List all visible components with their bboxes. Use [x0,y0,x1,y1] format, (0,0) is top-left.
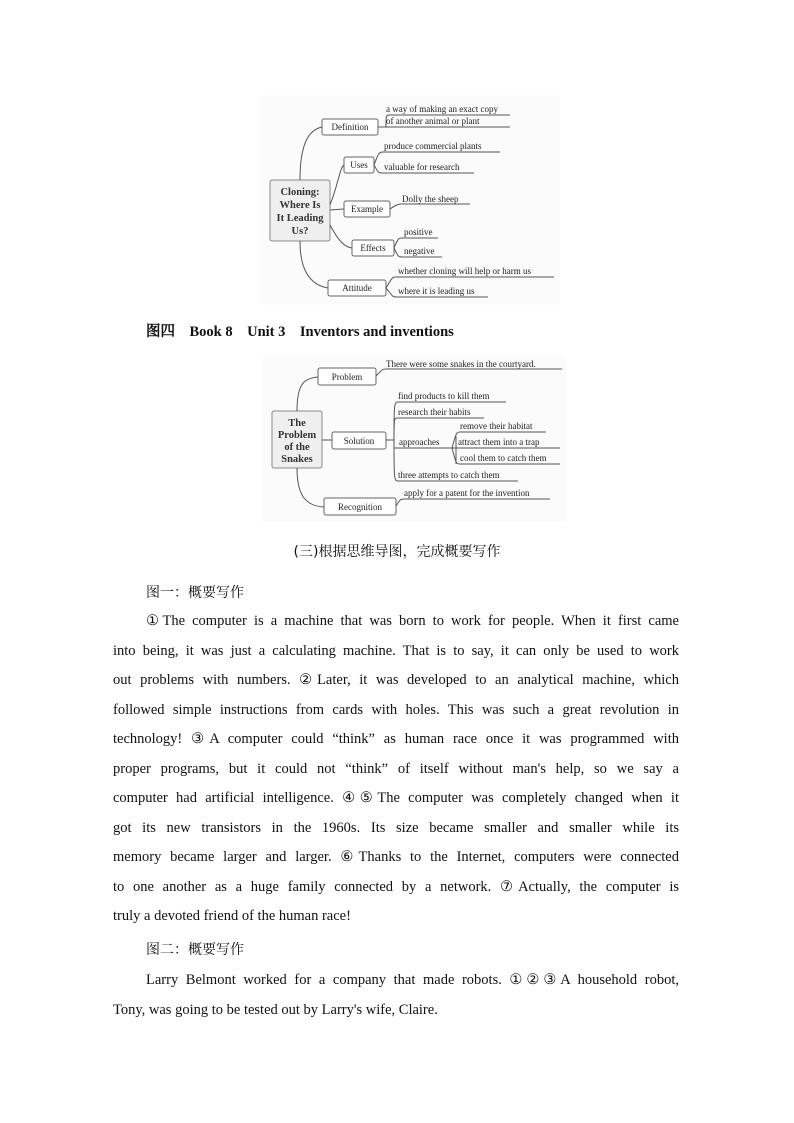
fig1-line-1: ①The computer is a machine that was born to work for people. When it first came [146,613,679,629]
fig1-paragraph [113,607,679,932]
approach-leaf-1: remove their habitat [460,421,533,431]
fig1-line-6: proper programs, but it could not “think” of itself without man's help, so we say a [113,760,679,777]
effects-leaf-2: negative [404,246,435,256]
recognition-leaf: apply for a patent for the invention [404,488,530,498]
central-line-4: Snakes [281,454,313,465]
branch-uses-label: Uses [350,160,368,170]
central-line-2: Problem [277,430,317,441]
fig1-line-10: to one another as a huge family connected by a network. ⑦Actually, the computer is [113,878,679,895]
definition-leaf-2: of another animal or plant [386,116,480,126]
definition-leaf-1: a way of making an exact copy [386,104,498,114]
branch-effects-label: Effects [360,243,386,253]
branch-example-label: Example [351,204,383,214]
fig2-heading: 图二：概要写作 [146,942,244,958]
central-line-3: It Leading [276,213,324,224]
central-line-1: The [288,418,306,429]
fig1-line-4: followed simple instructions from cards with holes. This was such a great revolution in [113,701,679,718]
fig2-paragraph [113,966,679,1025]
figure-caption: 图四 Book 8 Unit 3 Inventors and inventions [146,324,454,340]
fig1-line-3: out problems with numbers. ②Later, it was developed to an analytical machine, which [113,672,679,688]
example-leaf-1: Dolly the sheep [402,194,459,204]
approach-leaf-3: cool them to catch them [460,453,547,463]
attitude-leaf-1: whether cloning will help or harm us [398,266,531,276]
fig1-line-11: truly a devoted friend of the human race! [113,908,351,924]
central-line-1: Cloning: [280,187,320,198]
solution-leaf-last: three attempts to catch them [398,470,500,480]
problem-leaf: There were some snakes in the courtyard. [386,359,536,369]
branch-recognition-label: Recognition [338,502,382,512]
fig2-line-2: Tony, was going to be tested out by Larry's wife, Claire. [113,1001,438,1018]
effects-leaf-1: positive [404,227,433,237]
central-line-2: Where Is [279,200,321,211]
branch-attitude-label: Attitude [342,283,372,293]
mindmap-snakes [262,356,566,522]
fig1-line-7: computer had artificial intelligence. ④⑤The computer was completely changed when it [113,790,679,806]
solution-leaf-1: find products to kill them [398,391,490,401]
approach-leaf-2: attract them into a trap [458,437,540,447]
branch-definition-label: Definition [331,122,369,132]
solution-leaf-2: research their habits [398,407,471,417]
central-line-4: Us? [291,226,309,237]
fig1-line-9: memory became larger and larger. ⑥Thanks to the Internet, computers were connected [113,849,679,865]
uses-leaf-1: produce commercial plants [384,141,482,151]
central-line-3: of the [284,442,310,453]
fig1-line-8: got its new transistors in the 1960s. Its size became smaller and smaller while its [113,819,679,836]
attitude-leaf-2: where it is leading us [398,286,475,296]
branch-problem-label: Problem [331,372,363,382]
fig2-line-1: Larry Belmont worked for a company that made robots. ①②③A household robot, [146,972,679,988]
section-title: (三)根据思维导图，完成概要写作 [293,544,501,560]
mindmap-cloning-svg [260,95,560,305]
fig1-line-5: technology! ③A computer could “think” as human race once it was programmed with [113,731,679,747]
fig1-line-2: into being, it was just a calculating machine. That is to say, it can only be used to work [113,642,679,659]
uses-leaf-2: valuable for research [384,162,460,172]
branch-solution-label: Solution [343,436,375,446]
fig1-heading: 图一：概要写作 [146,585,244,601]
mindmap-cloning [260,95,560,305]
approaches-label: approaches [399,437,440,447]
mindmap-snakes-svg [262,356,566,522]
